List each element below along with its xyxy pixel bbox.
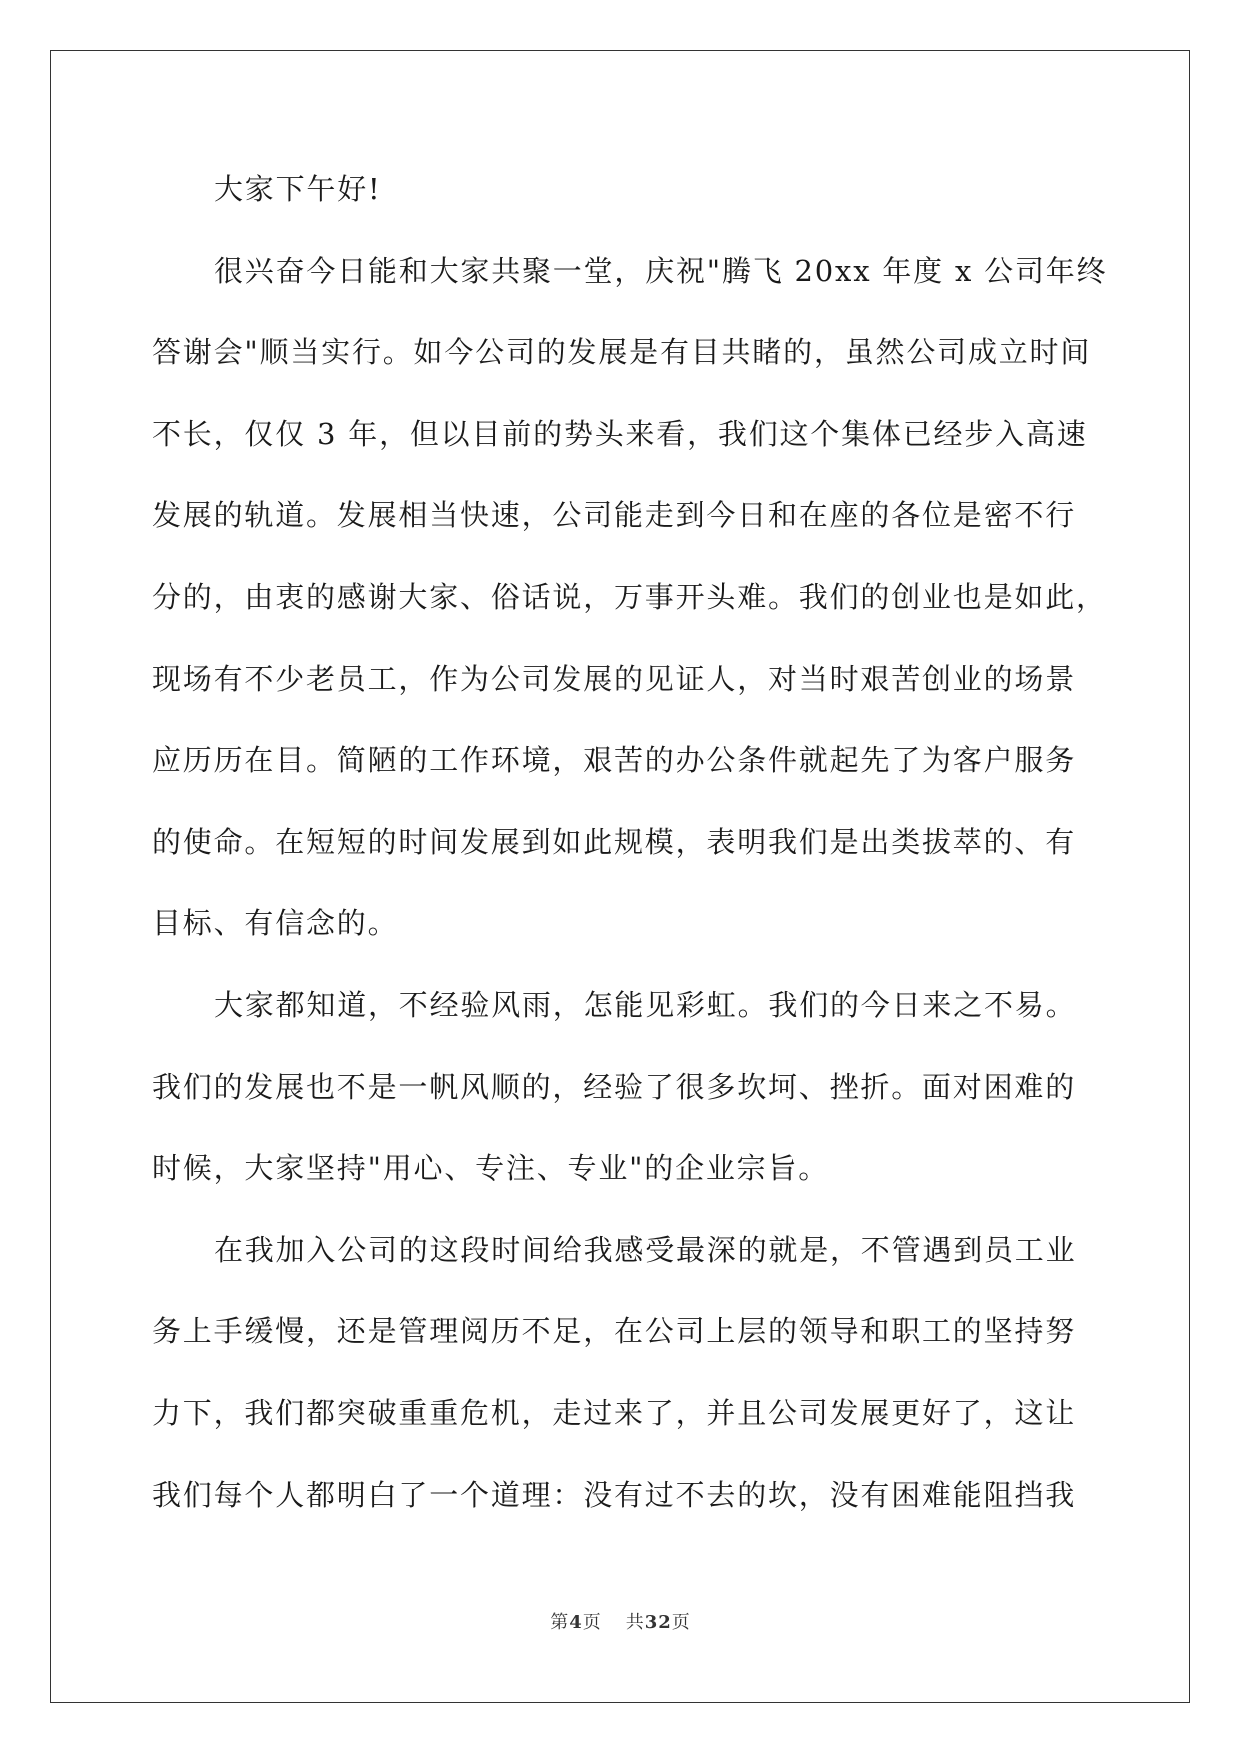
text-line: 大家下午好! bbox=[214, 172, 382, 206]
text-line: 不长，仅仅 3 年，但以目前的势头来看，我们这个集体已经步入高速 bbox=[152, 416, 1088, 451]
text-line: 我们的发展也不是一帆风顺的，经验了很多坎坷、挫折。面对困难的 bbox=[152, 1069, 1077, 1104]
total-page-count: 32 bbox=[644, 1612, 672, 1633]
footer-page-unit: 页 bbox=[582, 1612, 602, 1633]
text-line: 大家都知道，不经验风雨，怎能见彩虹。我们的今日来之不易。 bbox=[214, 987, 1077, 1022]
text-line: 目标、有信念的。 bbox=[152, 906, 399, 941]
text-line: 时候，大家坚持"用心、专注、专业"的企业宗旨。 bbox=[152, 1151, 830, 1186]
footer-total-unit: 页 bbox=[671, 1612, 691, 1633]
text-line: 我们每个人都明白了一个道理：没有过不去的坎，没有困难能阻挡我 bbox=[152, 1477, 1077, 1512]
text-line: 分的，由衷的感谢大家、俗话说，万事开头难。我们的创业也是如此， bbox=[152, 579, 1107, 614]
text-line: 发展的轨道。发展相当快速，公司能走到今日和在座的各位是密不行 bbox=[152, 498, 1077, 533]
page-footer bbox=[0, 1608, 1241, 1634]
text-line: 很兴奋今日能和大家共聚一堂，庆祝"腾飞 20xx 年度 x 公司年终 bbox=[214, 253, 1108, 288]
text-line: 答谢会"顺当实行。如今公司的发展是有目共睹的，虽然公司成立时间 bbox=[152, 335, 1092, 370]
footer-total-prefix: 共 bbox=[625, 1612, 645, 1633]
current-page-number: 4 bbox=[569, 1612, 583, 1633]
document-body bbox=[152, 163, 1108, 1550]
text-line: 应历历在目。简陋的工作环境，艰苦的办公条件就起先了为客户服务 bbox=[152, 743, 1077, 778]
text-line: 现场有不少老员工，作为公司发展的见证人，对当时艰苦创业的场景 bbox=[152, 661, 1077, 696]
text-line: 在我加入公司的这段时间给我感受最深的就是，不管遇到员工业 bbox=[214, 1232, 1077, 1267]
text-line: 力下，我们都突破重重危机，走过来了，并且公司发展更好了，这让 bbox=[152, 1395, 1077, 1430]
footer-prefix: 第 bbox=[550, 1612, 570, 1633]
text-line: 的使命。在短短的时间发展到如此规模，表明我们是出类拔萃的、有 bbox=[152, 824, 1077, 859]
text-line: 务上手缓慢，还是管理阅历不足，在公司上层的领导和职工的坚持努 bbox=[152, 1314, 1077, 1349]
